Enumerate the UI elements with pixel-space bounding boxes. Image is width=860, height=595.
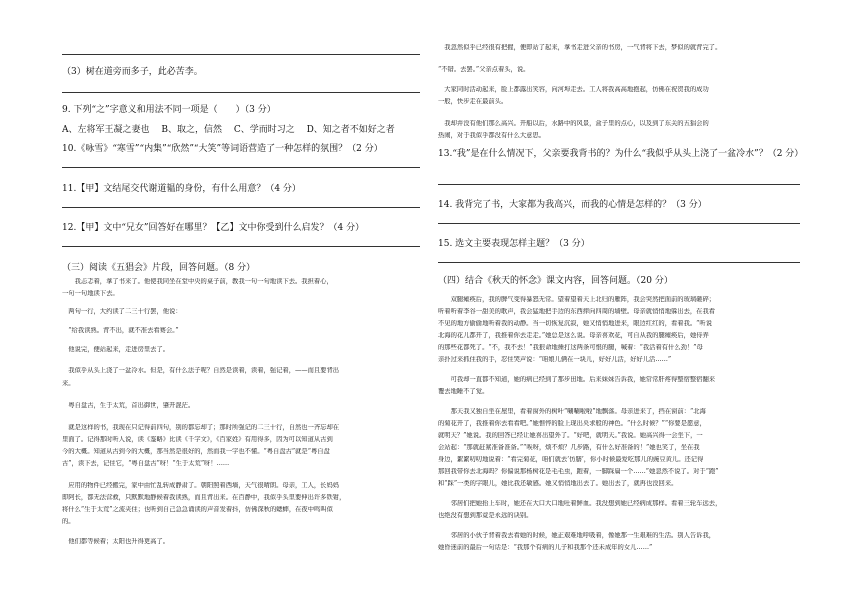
question-15: 15. 选文主要表现怎样主题？（3 分） <box>438 239 590 249</box>
passage-line: 亲扑过来抓住我的手，忍住哭声说：“咱娘儿俩在一块儿，好好儿活，好好儿活……” <box>438 356 672 363</box>
passage-line: 应用的物件已经搬完，家中由忙乱转成静肃了。朝阳照着西墙，天气很晴朗。母亲，工人，长妈妈 <box>62 482 340 489</box>
passage-line: 热闹，对于我似乎都没有什么大意思。 <box>438 132 546 139</box>
passage-line: 就明天？”她说。我的回答已经让她喜出望外了。“好吧，就明天。”我说。她高兴得一会坐下，一 <box>438 432 703 439</box>
passage-line: 大家同时活动起来，脸上都露出笑容，向河埠走去。工人将我高高地抱起，仿佛在祝贺我的成功 <box>438 86 709 93</box>
passage-line: 那回我带你去北海吗？你偏说那杨树花是毛毛虫，跑着，一脚踩扁一个……”她忽然不说了。对于“跑” <box>438 468 719 475</box>
question-9-options: A、左将军王凝之妻也 B、取之，信然 C、学而时习之 D、知之者不如好之者 <box>62 125 395 135</box>
passage-line: 身边，絮絮叨叨地说着：“看完菊花，咱们就去‘仿膳’，你小时候最爱吃那儿的豌豆黄儿。还记得 <box>438 456 704 463</box>
passage-line: 会站起：“那就赶紧准备准备。”“唉呀，烦不烦？几步路，有什么好准备的！”她也笑了，坐在我 <box>438 444 700 451</box>
passage-line: 可我却一直都不知道，她的病已经到了那步田地。后来妹妹告诉我，她常常肝疼得整宿整宿翻来 <box>438 376 716 383</box>
passage-line: 北海的花儿都开了，我推着你去走走。”她总是这么说。母亲喜欢花，可自从我的腿瘫痪后，她侍弄 <box>438 332 709 339</box>
passage-line: 也绝没有想到那竟是永远的诀别。 <box>438 512 533 519</box>
passage-line: 的。 <box>62 518 75 525</box>
question-liang-3: （3）树在道旁而多子，此必苦李。 <box>62 67 203 77</box>
question-14: 14. 我背完了书，大家都为我高兴，而我的心情是怎样的？（3 分） <box>438 200 707 210</box>
passage-line: 我忽然似乎已经很有把握，便即站了起来，拿书走进父亲的书房，一气背将下去，梦似的就背完了。 <box>438 44 722 51</box>
answer-line[interactable] <box>62 207 420 208</box>
answer-line[interactable] <box>438 223 800 224</box>
passage-line: 即阿长，都无法营救，只默默地静候着我读熟，而且背出来。在百静中，我似乎头里要伸出许多铁钳， <box>62 494 346 501</box>
passage-line: 粤自盘古，生于太荒，首出御世，肇开混茫。 <box>62 402 195 409</box>
question-10: 10.《咏雪》“寒雪”“内集”“欣然”“大笑”等词语营造了一种怎样的氛围？（2 分） <box>62 144 383 154</box>
passage-line: 覆去地睡不了觉。 <box>438 388 489 395</box>
passage-line: 我却并没有他们那么高兴。开船以后，水路中的风景，盒子里的点心，以及到了东关的五猖会的 <box>438 120 709 127</box>
section-3-title: （三）阅读《五猖会》片段，回答问题。（8 分） <box>62 263 256 273</box>
passage-line: 我忐忑着，拿了书来了。他使我同坐在堂中央的桌子前，教我一句一句地读下去。我担着心， <box>62 278 333 285</box>
left-column <box>62 0 424 595</box>
passage-line: 就是这样的书，我现在只记得前四句，别的都忘却了；那时所强记的二三十行，自然也一齐忘却在 <box>62 424 340 431</box>
answer-line[interactable] <box>62 54 420 55</box>
question-9: 9. 下列“之”字意义和用法不同一项是（ ）（3 分） <box>62 105 276 115</box>
passage-line: 一般，快步走在最前头。 <box>438 98 508 105</box>
passage-line: 不见的地方偷偷地听着我的动静。当一切恢复沉寂，她又悄悄地进来，眼边红红的，看着我。“听说 <box>438 320 712 327</box>
question-12: 12.【甲】文中“兄女”回答好在哪里？【乙】文中你受到什么启发？（4 分） <box>62 223 365 233</box>
passage-line: 他们都等候着；太阳也升得更高了。 <box>62 538 170 545</box>
passage-line: “给我读熟。背不出，就不准去看赛会。” <box>62 327 179 334</box>
passage-line: 她昏迷前的最后一句话是：“我那个有病的儿子和我那个还未成年的女儿……” <box>438 544 653 551</box>
passage-line: 我似乎从头上浇了一盆冷水。但是，有什么法子呢？自然是读着，读着，强记着，——而且要背出 <box>62 367 340 374</box>
passage-line: 来。 <box>62 380 75 387</box>
section-4-title: （四）结合《秋天的怀念》课文内容，回答问题。（20 分） <box>438 276 673 286</box>
passage-line: 邻居们把她抬上车时，她还在大口大口地吐着鲜血。我没想到她已经病成那样。看着三轮车远去， <box>438 500 722 507</box>
answer-line[interactable] <box>62 92 420 93</box>
passage-line: 和“踩”一类的字眼儿，她比我还敏感。她又悄悄地出去了。她出去了，就再也没回来。 <box>438 480 678 487</box>
answer-line[interactable] <box>438 184 800 185</box>
passage-line: 一句一句地读下去。 <box>62 290 119 297</box>
passage-line: 的菊花开了，我推着你去看看吧。”她憔悴的脸上现出央求般的神色。“什么时候？”“你要是愿意， <box>438 420 706 427</box>
passage-line: 那天我又独自坐在屋里，看着窗外的树叶“唰唰啦啦”地飘落。母亲进来了，挡在窗前：“北海 <box>438 408 706 415</box>
passage-line: 古”，读下去，记住它，“粤自盘古”呀！“生于太荒”呀！…… <box>62 460 230 467</box>
passage-line: 两句一行，大约读了二三十行罢，他说： <box>62 308 182 315</box>
question-13: 13.“我”是在什么情况下，父亲要我背书的？为什么“我似乎从头上浇了一盆冷水”？（2 分） <box>438 149 804 159</box>
passage-line: 里面了。记得那时听人说，读《鉴略》比读《千字文》，《百家姓》有用得多，因为可以知道从古到 <box>62 436 333 443</box>
passage-line: 邻居的小伙子背着我去看她的时候，她正艰难地呼吸着，像她那一生艰难的生活。别人告诉我， <box>438 532 716 539</box>
passage-line: 的那些花都死了。“不，我不去！”我狠命地捶打这两条可恨的腿，喊着：“我活着有什么劲！”母 <box>438 344 703 351</box>
passage-line: “不错。去罢。”父亲点着头，说。 <box>438 66 530 73</box>
passage-line: 双腿瘫痪后，我的脾气变得暴怒无常。望着望着天上北归的雁阵，我会突然把面前的玻璃砸碎； <box>438 296 716 303</box>
passage-line: 听着听着李谷一甜美的歌声，我会猛地把手边的东西摔向四周的墙壁。母亲就悄悄地躲出去，在我看 <box>438 308 716 315</box>
right-column <box>438 0 803 595</box>
passage-line: 今的大概。知道从古到今的大概，那当然是很好的，然而我一字也不懂。“粤自盘古”就是“粤自盘 <box>62 448 330 455</box>
passage-line: 将什么“生于太荒”之流夹住；也听到自己急急诵读的声音发着抖，仿佛深秋的蟋蟀，在夜中鸣叫似 <box>62 506 333 513</box>
passage-line: 他说完，便站起来，走进房里去了。 <box>62 346 170 353</box>
answer-line[interactable] <box>62 246 420 247</box>
question-11: 11.【甲】文结尾交代谢道韫的身份，有什么用意？（4 分） <box>62 184 301 194</box>
answer-line[interactable] <box>438 262 800 263</box>
answer-line[interactable] <box>62 167 420 168</box>
